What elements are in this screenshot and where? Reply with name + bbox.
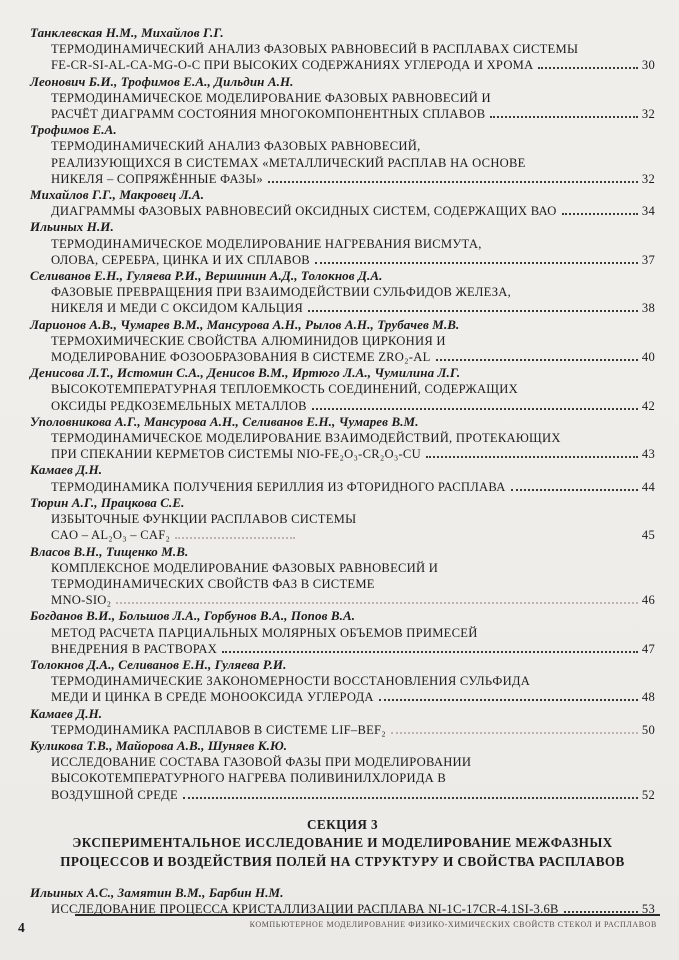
toc-entry-title-line: ВЫСОКОТЕМПЕРАТУРНОГО НАГРЕВА ПОЛИВИНИЛХЛОРИДА В: [51, 771, 447, 786]
toc-entry-title-line: [30, 349, 655, 365]
toc-entry: [30, 122, 655, 187]
toc-entry-title-line: [30, 398, 655, 414]
toc-entry-title-line: [30, 446, 655, 462]
toc-entry-page-number: 53: [641, 902, 655, 917]
toc-entry-authors: Власов В.Н., Тищенко М.В.: [30, 543, 189, 559]
footer-running-title: КОМПЬЮТЕРНОЕ МОДЕЛИРОВАНИЕ ФИЗИКО-ХИМИЧЕСКИХ СВОЙСТВ СТЕКОЛ И РАСПЛАВОВ: [249, 920, 657, 929]
toc-entry-title-text: CAO – AL₂O₃ – CAF₂: [51, 528, 171, 543]
toc-entry-page-number: 46: [641, 593, 655, 608]
dotted-leader: [538, 67, 637, 69]
toc-entry-title-line: МЕТОД РАСЧЕТА ПАРЦИАЛЬНЫХ МОЛЯРНЫХ ОБЪЕМОВ ПРИМЕСЕЙ: [51, 625, 478, 640]
dotted-leader: [562, 213, 638, 215]
toc-entry-title-text: MNO-SIO₂: [51, 593, 112, 608]
toc-entry-title-text: ОЛОВА, СЕРЕБРА, ЦИНКА И ИХ СПЛАВОВ: [51, 252, 310, 267]
toc-entry-title-line: ВЫСОКОТЕМПЕРАТУРНАЯ ТЕПЛОЕМКОСТЬ СОЕДИНЕНИЙ, СОДЕРЖАЩИХ: [51, 382, 518, 397]
toc-entry-title-text: ИССЛЕДОВАНИЕ ПРОЦЕССА КРИСТАЛЛИЗАЦИИ РАСПЛАВА NI-1C-17CR-4.1SI-3.6B: [51, 902, 559, 917]
toc-entry-page-number: 32: [641, 171, 655, 186]
toc-entry-title-line: [30, 527, 655, 543]
toc-entry-title-line: ТЕРМОХИМИЧЕСКИЕ СВОЙСТВА АЛЮМИНИДОВ ЦИРКОНИЯ И: [51, 333, 446, 348]
toc-entry-title-line: [30, 106, 655, 122]
toc-entry-title-line: [30, 57, 655, 73]
toc-entry-page-number: 34: [641, 204, 655, 219]
dotted-leader: [312, 408, 638, 410]
toc-entry-title-text: РАСЧЁТ ДИАГРАММ СОСТОЯНИЯ МНОГОКОМПОНЕНТНЫХ СПЛАВОВ: [51, 107, 486, 122]
toc-list-section3: [30, 885, 655, 917]
section-heading: [30, 816, 655, 872]
toc-entry: [30, 495, 655, 544]
toc-entry-title-text: ОКСИДЫ РЕДКОЗЕМЕЛЬНЫХ МЕТАЛЛОВ: [51, 398, 307, 413]
toc-entry-title-line: ТЕРМОДИНАМИЧЕСКОЕ МОДЕЛИРОВАНИЕ ВЗАИМОДЕЙСТВИЙ, ПРОТЕКАЮЩИХ: [51, 431, 561, 446]
dotted-leader: [511, 489, 638, 491]
toc-entry-page-number: 50: [641, 722, 655, 737]
toc-entry-title-line: КОМПЛЕКСНОЕ МОДЕЛИРОВАНИЕ ФАЗОВЫХ РАВНОВЕСИЙ И: [51, 560, 439, 575]
footer-rule: [75, 914, 660, 916]
toc-entry-title-line: [30, 203, 655, 219]
toc-entry-authors: Уполовникова А.Г., Мансурова А.Н., Селиванов Е.Н., Чумарев В.М.: [30, 413, 419, 429]
toc-entry-title-line: ФАЗОВЫЕ ПРЕВРАЩЕНИЯ ПРИ ВЗАИМОДЕЙСТВИИ СУЛЬФИДОВ ЖЕЛЕЗА,: [51, 285, 512, 300]
dotted-leader: [426, 456, 638, 458]
toc-entry: [30, 365, 655, 414]
toc-entry-title-line: [30, 300, 655, 316]
toc-entry-title-text: ВОЗДУШНОЙ СРЕДЕ: [51, 787, 178, 802]
toc-entry-authors: Куликова Т.В., Майорова А.В., Шуняев К.Ю.: [30, 737, 288, 753]
toc-entry-page-number: 43: [641, 447, 655, 462]
toc-entry: [30, 462, 655, 494]
toc-entry-page-number: 38: [641, 301, 655, 316]
toc-entry: [30, 706, 655, 738]
toc-entry-title-text: FE-CR-SI-AL-CA-MG-O-C ПРИ ВЫСОКИХ СОДЕРЖАНИЯХ УГЛЕРОДА И ХРОМА: [51, 58, 534, 73]
toc-entry-title-text: НИКЕЛЯ И МЕДИ С ОКСИДОМ КАЛЬЦИЯ: [51, 301, 304, 316]
toc-entry: [30, 608, 655, 657]
toc-entry: [30, 219, 655, 268]
toc-entry-title-line: [30, 787, 655, 803]
toc-entry-page-number: 42: [641, 398, 655, 413]
toc-entry-title-text: ПРИ СПЕКАНИИ КЕРМЕТОВ СИСТЕМЫ NIO-FE₂O₃-CR₂O₃-CU: [51, 447, 421, 462]
dotted-leader: [116, 602, 638, 604]
toc-entry: [30, 317, 655, 366]
toc-entry: [30, 187, 655, 219]
dotted-leader: [222, 651, 638, 653]
toc-entry-authors: Камаев Д.Н.: [30, 705, 103, 721]
toc-entry: [30, 885, 655, 917]
toc-entry-authors: Селиванов Е.Н., Гуляева Р.И., Вершинин А.Д., Толокнов Д.А.: [30, 268, 383, 284]
section-heading-title-line-1: ЭКСПЕРИМЕНТАЛЬНОЕ ИССЛЕДОВАНИЕ И МОДЕЛИРОВАНИЕ МЕЖФАЗНЫХ: [72, 835, 613, 851]
toc-entry-authors: Толокнов Д.А., Селиванов Е.Н., Гуляева Р.И.: [30, 656, 287, 672]
toc-entry: [30, 25, 655, 74]
toc-entry-page-number: 37: [641, 252, 655, 267]
toc-entry-page-number: 47: [641, 641, 655, 656]
toc-entry-authors: Ларионов А.В., Чумарев В.М., Мансурова А.Н., Рылов А.Н., Трубачев М.В.: [30, 316, 460, 332]
toc-entry-title-line: ТЕРМОДИНАМИЧЕСКОЕ МОДЕЛИРОВАНИЕ НАГРЕВАНИЯ ВИСМУТА,: [51, 236, 482, 251]
toc-entry-title-text: НИКЕЛЯ – СОПРЯЖЁННЫЕ ФАЗЫ»: [51, 171, 263, 186]
toc-entry-title-text: МОДЕЛИРОВАНИЕ ФОЗООБРАЗОВАНИЯ В СИСТЕМЕ ZRO₂-AL: [51, 350, 431, 365]
toc-entry-page-number: 32: [641, 107, 655, 122]
toc-entry-title-text: ДИАГРАММЫ ФАЗОВЫХ РАВНОВЕСИЙ ОКСИДНЫХ СИСТЕМ, СОДЕРЖАЩИХ ВАО: [51, 204, 557, 219]
toc-entry-title-line: ТЕРМОДИНАМИЧЕСКИХ СВОЙСТВ ФАЗ В СИСТЕМЕ: [51, 576, 375, 591]
toc-entry-page-number: 30: [641, 58, 655, 73]
toc-entry-title-line: [30, 641, 655, 657]
toc-entry-title-text: ТЕРМОДИНАМИКА РАСПЛАВОВ В СИСТЕМЕ LIF–BEF₂: [51, 722, 386, 737]
section-heading-number: СЕКЦИЯ 3: [306, 816, 378, 832]
toc-entry: [30, 544, 655, 609]
toc-entry-page-number: 44: [641, 479, 655, 494]
toc-entry-title-line: [30, 722, 655, 738]
toc-entry-title-text: МЕДИ И ЦИНКА В СРЕДЕ МОНООКСИДА УГЛЕРОДА: [51, 690, 374, 705]
toc-entry-title-line: ИЗБЫТОЧНЫЕ ФУНКЦИИ РАСПЛАВОВ СИСТЕМЫ: [51, 512, 357, 527]
toc-entry: [30, 268, 655, 317]
toc-entry-title-line: [30, 592, 655, 608]
toc-entry-title-line: ТЕРМОДИНАМИЧЕСКИЙ АНАЛИЗ ФАЗОВЫХ РАВНОВЕСИЙ,: [51, 139, 421, 154]
toc-entry-page-number: 48: [641, 690, 655, 705]
toc-entry-authors: Ильиных А.С., Замятин В.М., Барбин Н.М.: [30, 885, 284, 901]
toc-entry-authors: Танклевская Н.М., Михайлов Г.Г.: [30, 25, 224, 40]
toc-list-main: [30, 25, 655, 803]
toc-entry-authors: Трофимов Е.А.: [30, 122, 117, 138]
toc-entry-title-line: [30, 252, 655, 268]
toc-entry-authors: Богданов В.И., Большов Л.А., Горбунов В.А., Попов В.А.: [30, 608, 356, 624]
toc-entry-authors: Денисова Л.Т., Истомин С.А., Денисов В.М., Иртюго Л.А., Чумилина Л.Г.: [30, 365, 461, 381]
toc-entry-page-number: 40: [641, 350, 655, 365]
toc-entry-title-text: ВНЕДРЕНИЯ В РАСТВОРАХ: [51, 641, 218, 656]
toc-entry: [30, 657, 655, 706]
toc-entry-title-line: [30, 689, 655, 705]
toc-entry-title-line: [30, 171, 655, 187]
dotted-leader: [315, 262, 638, 264]
dotted-leader: [379, 699, 638, 701]
dotted-leader: [183, 797, 638, 799]
toc-entry-title-line: ИССЛЕДОВАНИЕ СОСТАВА ГАЗОВОЙ ФАЗЫ ПРИ МОДЕЛИРОВАНИИ: [51, 755, 472, 770]
page-number: 4: [18, 920, 25, 935]
toc-entry-authors: Тюрин А.Г., Працкова С.Е.: [30, 494, 185, 510]
toc-entry: [30, 74, 655, 123]
toc-entry-title-line: РЕАЛИЗУЮЩИХСЯ В СИСТЕМАХ «МЕТАЛЛИЧЕСКИЙ РАСПЛАВ НА ОСНОВЕ: [51, 155, 526, 170]
toc-entry-title-line: ТЕРМОДИНАМИЧЕСКИЕ ЗАКОНОМЕРНОСТИ ВОССТАНОВЛЕНИЯ СУЛЬФИДА: [51, 674, 531, 689]
toc-entry-authors: Леонович Б.И., Трофимов Е.А., Дильдин А.Н.: [30, 73, 294, 89]
dotted-leader: [268, 181, 638, 183]
dotted-leader: [436, 359, 638, 361]
toc-entry-authors: Ильиных Н.И.: [30, 219, 114, 235]
section-heading-title-line-2: ПРОЦЕССОВ И ВОЗДЕЙСТВИЯ ПОЛЕЙ НА СТРУКТУРУ И СВОЙСТВА РАСПЛАВОВ: [60, 853, 625, 869]
toc-entry-page-number: 52: [641, 787, 655, 802]
dotted-leader: [175, 537, 295, 539]
toc-entry-authors: Камаев Д.Н.: [30, 462, 103, 478]
toc-entry-page-number: 45: [641, 528, 655, 543]
dotted-leader: [308, 310, 638, 312]
toc-entry-title-text: ТЕРМОДИНАМИКА ПОЛУЧЕНИЯ БЕРИЛЛИЯ ИЗ ФТОРИДНОГО РАСПЛАВА: [51, 479, 506, 494]
toc-entry-title-line: [30, 479, 655, 495]
toc-entry-title-line: ТЕРМОДИНАМИЧЕСКИЙ АНАЛИЗ ФАЗОВЫХ РАВНОВЕСИЙ В РАСПЛАВАХ СИСТЕМЫ: [51, 42, 579, 57]
toc-entry: [30, 738, 655, 803]
dotted-leader: [490, 116, 638, 118]
toc-entry: [30, 414, 655, 463]
toc-entry-title-line: ТЕРМОДИНАМИЧЕСКОЕ МОДЕЛИРОВАНИЕ ФАЗОВЫХ РАВНОВЕСИЙ И: [51, 90, 491, 105]
toc-entry-authors: Михайлов Г.Г., Макровец Л.А.: [30, 187, 205, 203]
dotted-leader: [391, 732, 638, 734]
page-footer: [0, 914, 679, 954]
